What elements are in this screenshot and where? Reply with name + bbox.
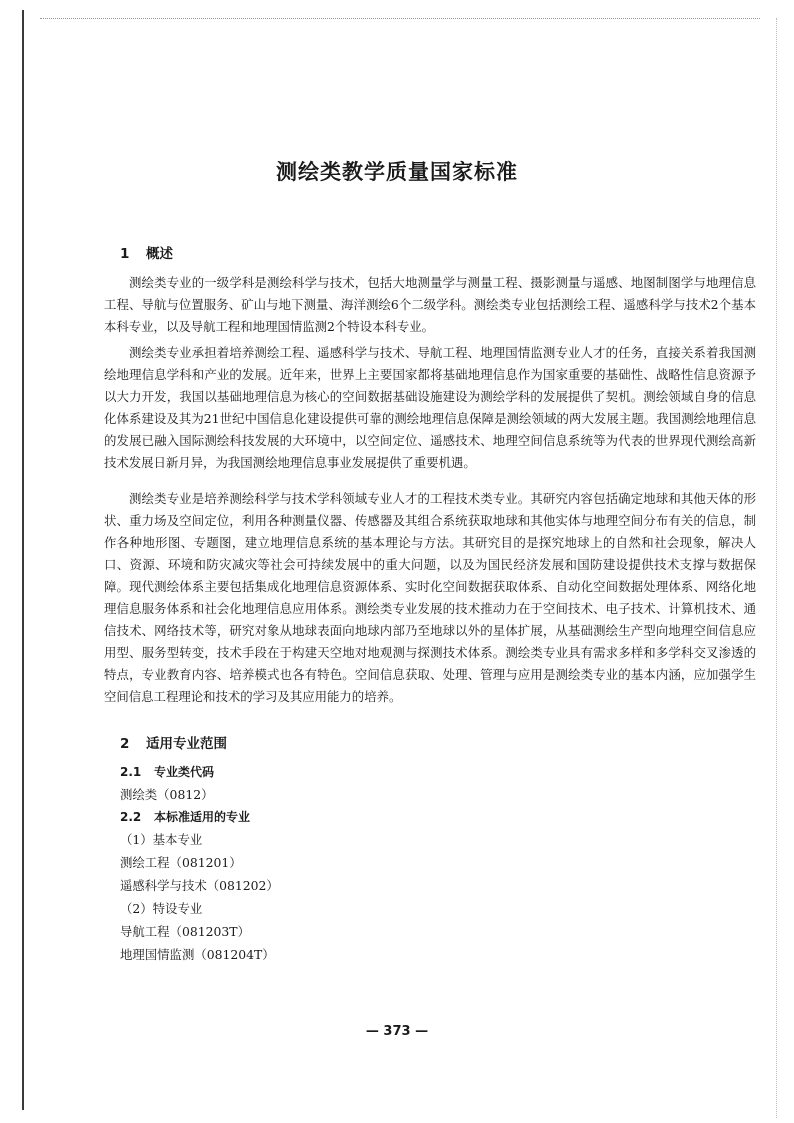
list-item-geographic-monitoring: 地理国情监测（081204T） <box>120 947 275 962</box>
section-2-number: 2 <box>120 736 130 752</box>
list-item-navigation-engineering: 导航工程（081203T） <box>120 924 250 939</box>
list-item-basic-heading: （1）基本专业 <box>120 832 203 847</box>
category-code-line: 测绘类（0812） <box>120 787 214 802</box>
subsection-2-2-title: 本标准适用的专业 <box>154 810 251 824</box>
subsection-2-2-heading <box>120 808 250 825</box>
subsection-2-2-number: 2.2 <box>120 810 142 824</box>
page-number: — 373 — <box>365 1024 429 1039</box>
subsection-2-1-title: 专业类代码 <box>154 765 215 779</box>
section-1-title: 概述 <box>146 246 173 262</box>
section-1-heading <box>120 242 173 262</box>
subsection-2-1-heading <box>120 763 214 780</box>
page-title: 测绘类教学质量国家标准 <box>276 160 518 184</box>
section-1-paragraph-3: 测绘类专业是培养测绘科学与技术学科领域专业人才的工程技术类专业。其研究内容包括确定地球和其他天体的形状、重力场及空间定位，利用各种测量仪器、传感器及其组合系统获取地球和其他实体与地理空间分布有关的信息，制作各种地形图、专题图，建立地理信息系统的基本理论与方法。其研究目的是探究地球上的自然和社会现象，解决人口、资源、环境和防灾减灾等社会可持续发展中的重大问题，以及为国民经济发展和国防建设提供技术支撑与数据保障。现代测绘体系主要包括集成化地理信息资源体系、实时化空间数据获取体系、自动化空间数据处理体系、网络化地理信息服务体系和社会化地理信息应用体系。测绘类专业发展的技术推动力在于空间技术、电子技术、计算机技术、通信技术、网络技术等，研究对象从地球表面向地球内部乃至地球以外的星体扩展，从基础测绘生产型向地理空间信息应用型、服务型转变，技术手段在于构建天空地对地观测与探测技术体系。测绘类专业具有需求多样和多学科交叉渗透的特点，专业教育内容、培养模式也各有特色。空间信息获取、处理、管理与应用是测绘类专业的基本内涵，应加强学生空间信息工程理论和技术的学习及其应用能力的培养。 <box>104 491 756 704</box>
subsection-2-1-number: 2.1 <box>120 765 142 779</box>
section-2-heading <box>120 732 227 752</box>
section-2-title: 适用专业范围 <box>146 736 227 752</box>
list-item-special-heading: （2）特设专业 <box>120 901 203 916</box>
list-item-surveying-engineering: 测绘工程（081201） <box>120 855 242 870</box>
scan-top-edge <box>40 18 760 19</box>
section-1-paragraph-1: 测绘类专业的一级学科是测绘科学与技术，包括大地测量学与测量工程、摄影测量与遥感、地图制图学与地理信息工程、导航与位置服务、矿山与地下测量、海洋测绘6个二级学科。测绘类专业包括测绘工程、遥感科学与技术2个基本本科专业，以及导航工程和地理国情监测2个特设本科专业。 <box>104 275 756 334</box>
section-1-paragraph-2: 测绘类专业承担着培养测绘工程、遥感科学与技术、导航工程、地理国情监测专业人才的任务，直接关系着我国测绘地理信息学科和产业的发展。近年来，世界上主要国家都将基础地理信息作为国家重要的基础性、战略性信息资源予以大力开发，我国以基础地理信息为核心的空间数据基础设施建设为测绘学科的发展提供了契机。测绘领域自身的信息化体系建设及其为21世纪中国信息化建设提供可靠的测绘地理信息保障是测绘领域的两大发展主题。我国测绘地理信息的发展已融入国际测绘科技发展的大环境中，以空间定位、遥感技术、地理空间信息系统等为代表的世界现代测绘高新技术发展日新月异，为我国测绘地理信息事业发展提供了重要机遇。 <box>104 345 756 470</box>
section-1-number: 1 <box>120 246 130 262</box>
list-item-remote-sensing: 遥感科学与技术（081202） <box>120 878 279 893</box>
